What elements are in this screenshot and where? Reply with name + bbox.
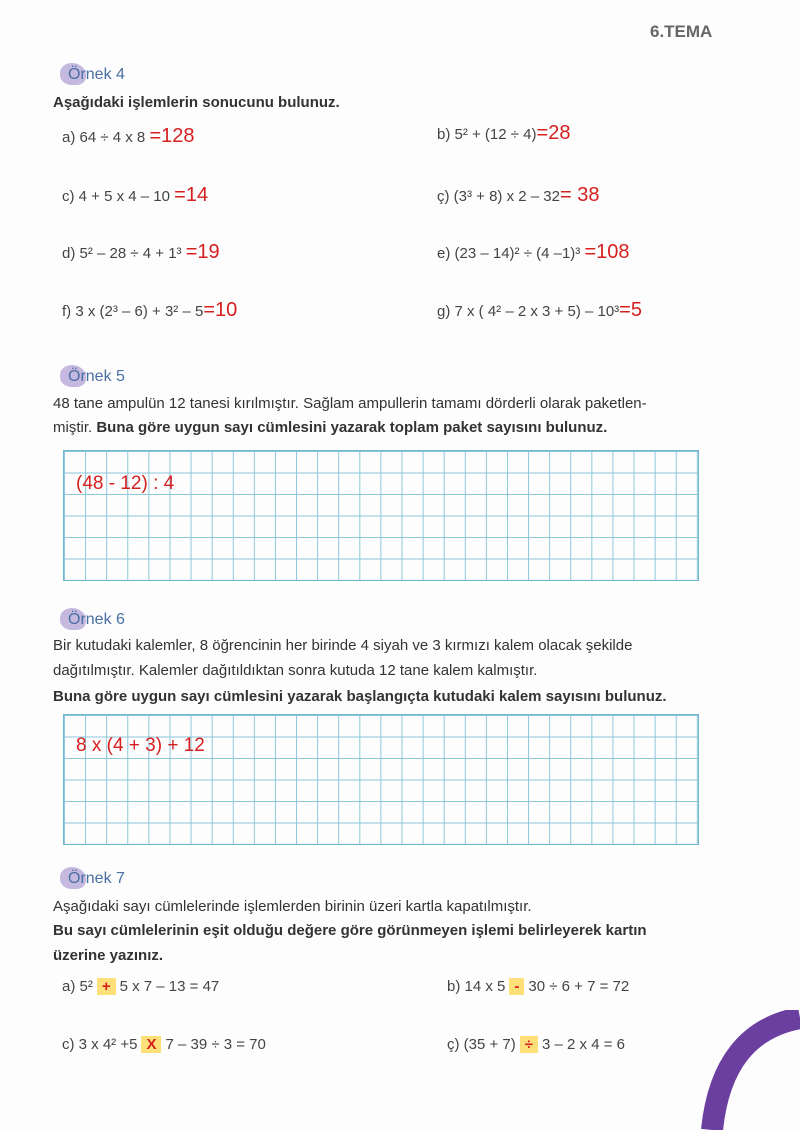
card-problem-b: b) 14 x 5 - 30 ÷ 6 + 7 = 72 <box>447 978 630 995</box>
answer-grid-5[interactable] <box>63 450 699 581</box>
problem-g: g) 7 x ( 4² – 2 x 3 + 5) – 10³=5 <box>437 299 642 321</box>
example-7-text: Aşağıdaki sayı cümlelerinde işlemlerden birinin üzeri kartla kapatılmıştır. <box>53 898 532 915</box>
example-5-question: miştir. Buna göre uygun sayı cümlesini yazarak toplam paket sayısını bulunuz. <box>53 419 608 436</box>
example-6-question: Buna göre uygun sayı cümlesini yazarak başlangıçta kutudaki kalem sayısını bulunuz. <box>53 688 667 705</box>
example-7-heading: Örnek 7 <box>68 870 125 888</box>
card-problem-c-cedilla: ç) (35 + 7) ÷ 3 – 2 x 4 = 6 <box>447 1036 625 1053</box>
handwritten-answer: 8 x (4 + 3) + 12 <box>76 735 205 756</box>
problem-e: e) (23 – 14)² ÷ (4 –1)³ =108 <box>437 241 630 263</box>
card: + <box>97 978 116 995</box>
example-6-text-1: Bir kutudaki kalemler, 8 öğrencinin her birinde 4 siyah ve 3 kırmızı kalem olacak şekilde <box>53 637 633 654</box>
example-5-text: 48 tane ampulün 12 tanesi kırılmıştır. Sağlam ampullerin tamamı dörderli olarak paketlen- <box>53 395 647 412</box>
example-6-text-2: dağıtılmıştır. Kalemler dağıtıldıktan sonra kutuda 12 tane kalem kalmıştır. <box>53 662 538 679</box>
problem-f: f) 3 x (2³ – 6) + 3² – 5=10 <box>62 299 238 321</box>
problem-a: a) 64 ÷ 4 x 8 =128 <box>62 125 195 147</box>
card-problem-a: a) 5² + 5 x 7 – 13 = 47 <box>62 978 220 995</box>
example-4-heading: Örnek 4 <box>68 66 125 84</box>
problem-b: b) 5² + (12 ÷ 4)=28 <box>437 122 571 144</box>
handwritten-answer: (48 - 12) : 4 <box>76 473 175 494</box>
example-6-heading: Örnek 6 <box>68 611 125 629</box>
example-5-heading: Örnek 5 <box>68 368 125 386</box>
example-7-question-2: üzerine yazınız. <box>53 947 164 964</box>
theme-label: 6.TEMA <box>650 22 713 41</box>
problem-d: d) 5² – 28 ÷ 4 + 1³ =19 <box>62 241 220 263</box>
card: X <box>141 1036 161 1053</box>
problem-c: c) 4 + 5 x 4 – 10 =14 <box>62 184 209 206</box>
answer-grid-6[interactable] <box>63 714 699 845</box>
card: ÷ <box>520 1036 538 1053</box>
example-4-instruction: Aşağıdaki işlemlerin sonucunu bulunuz. <box>53 94 340 111</box>
problem-c-cedilla: ç) (3³ + 8) x 2 – 32= 38 <box>437 184 600 206</box>
card: - <box>509 978 524 995</box>
example-7-question-1: Bu sayı cümlelerinin eşit olduğu değere göre görünmeyen işlemi belirleyerek kartın <box>53 922 647 939</box>
decorative-arc <box>700 1010 800 1130</box>
card-problem-c: c) 3 x 4² +5 X 7 – 39 ÷ 3 = 70 <box>62 1036 266 1053</box>
